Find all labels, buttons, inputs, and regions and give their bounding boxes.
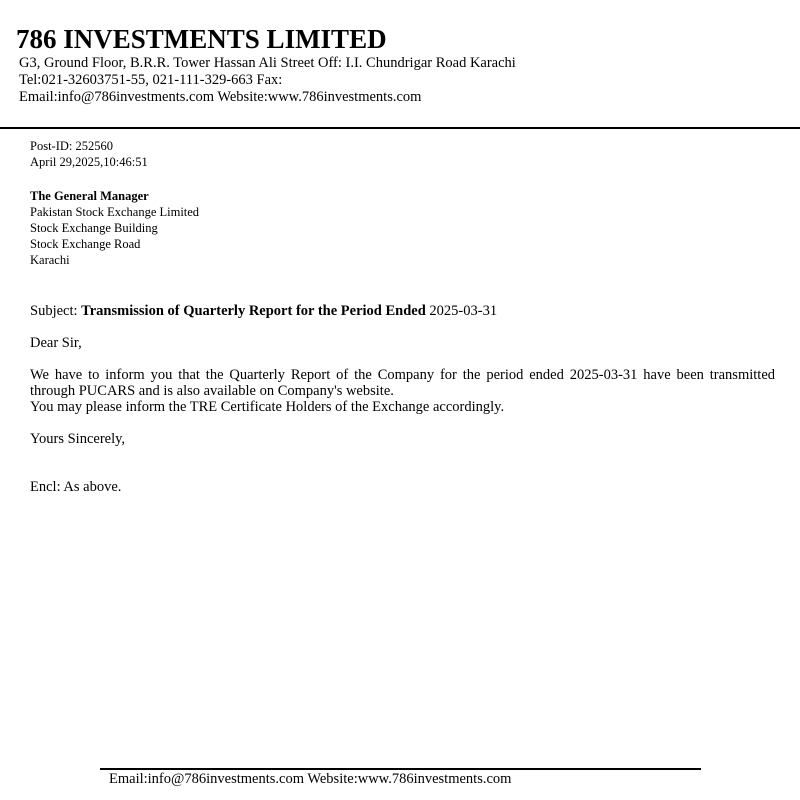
recipient-title: The General Manager xyxy=(30,189,149,203)
salutation: Dear Sir, xyxy=(30,335,82,351)
subject-label: Subject: xyxy=(30,303,78,319)
subject-date: 2025-03-31 xyxy=(429,303,498,319)
company-address: G3, Ground Floor, B.R.R. Tower Hassan Ali Street Off: I.I. Chundrigar Road Karachi xyxy=(19,55,516,71)
body-paragraph: We have to inform you that the Quarterly Report of the Company for the period ended 2025-03-31 have been transmitted through PUCARS and is also available on Company's website. xyxy=(30,367,775,399)
company-contact: Email:info@786investments.com Website:www.786investments.com xyxy=(19,89,422,105)
footer-contact: Email:info@786investments.com Website:www.786investments.com xyxy=(109,771,512,787)
company-name: 786 INVESTMENTS LIMITED xyxy=(16,24,387,54)
subject-line xyxy=(30,303,497,320)
recipient-line: Pakistan Stock Exchange Limited xyxy=(30,205,200,219)
letterhead xyxy=(0,0,800,129)
recipient-line: Stock Exchange Road xyxy=(30,237,141,251)
closing: Yours Sincerely, xyxy=(30,431,126,447)
body-paragraph: You may please inform the TRE Certificate Holders of the Exchange accordingly. xyxy=(30,399,505,415)
company-phone: Tel:021-32603751-55, 021-111-329-663 Fax: xyxy=(19,72,283,88)
post-id: Post-ID: 252560 xyxy=(30,139,113,153)
footer-divider xyxy=(100,768,701,770)
recipient-line: Karachi xyxy=(30,253,70,267)
recipient-line: Stock Exchange Building xyxy=(30,221,158,235)
post-datetime: April 29,2025,10:46:51 xyxy=(30,155,148,169)
enclosure: Encl: As above. xyxy=(30,479,122,495)
subject-text: Transmission of Quarterly Report for the Period Ended xyxy=(81,303,426,319)
